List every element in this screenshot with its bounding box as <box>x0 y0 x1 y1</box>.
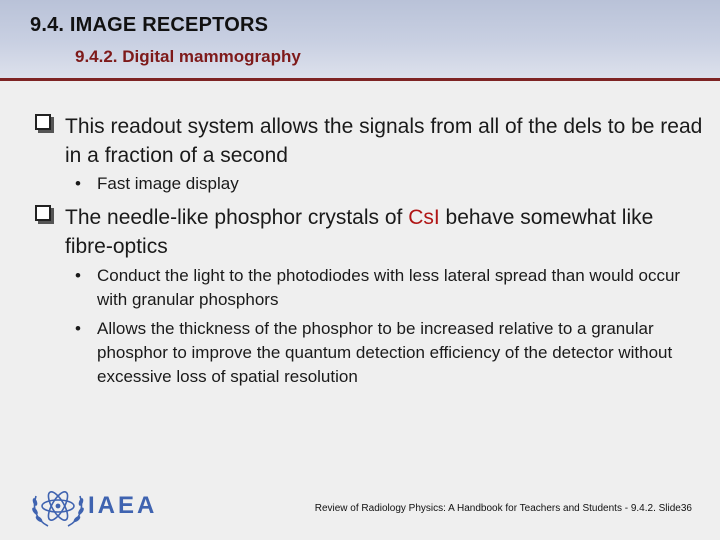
header-divider <box>0 78 720 81</box>
square-checkbox-icon <box>35 205 51 221</box>
bullet-item-2 <box>35 203 705 403</box>
sub-bullet-text: Allows the thickness of the phosphor to be increased relative to a granular phosphor to improve the quantum detection efficiency of the detector without excessive loss of spatial resolution <box>97 319 673 386</box>
square-checkbox-icon <box>35 114 51 130</box>
iaea-logo-text: IAEA <box>88 492 158 519</box>
sub-bullet-text: Conduct the light to the photodiodes with less lateral spread than would occur with granular phosphors <box>97 266 681 309</box>
highlight-csi: CsI <box>408 206 440 229</box>
bullet-text-part: behave somewhat like fibre-optics <box>65 206 654 258</box>
footer-caption: Review of Radiology Physics: A Handbook for Teachers and Students - 9.4.2. Slide36 <box>314 503 692 514</box>
bullet-text-part: The needle-like phosphor crystals of <box>65 206 409 229</box>
dot-icon: • <box>75 266 81 285</box>
slide-header <box>0 0 720 78</box>
iaea-atom-laurel-icon <box>28 482 88 532</box>
dot-icon: • <box>75 174 81 193</box>
bullet-text <box>65 203 705 261</box>
subsection-title: 9.4.2. Digital mammography <box>75 47 301 66</box>
bullet-text: This readout system allows the signals from all of the dels to be read in a fraction of a second <box>65 115 703 167</box>
dot-icon: • <box>75 319 81 338</box>
sub-bullet-text: Fast image display <box>97 174 239 193</box>
section-title: 9.4. IMAGE RECEPTORS <box>30 14 269 36</box>
